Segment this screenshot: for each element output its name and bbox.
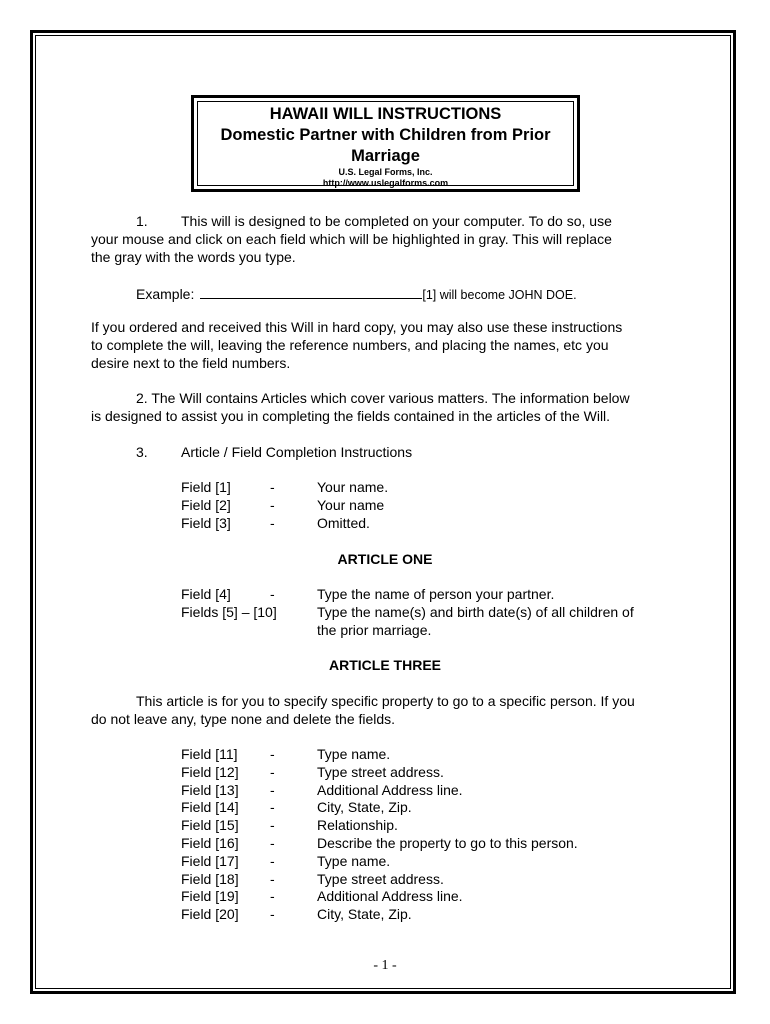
field-label: Field [19]: [181, 888, 239, 905]
field-dash: -: [270, 906, 275, 923]
title-box-inner: [197, 101, 574, 186]
field-dash: -: [270, 479, 275, 495]
field-label: Field [17]: [181, 852, 239, 869]
field-dash: -: [270, 799, 275, 816]
example-suffix: [1] will become JOHN DOE.: [422, 288, 577, 302]
fields-table-intro: [181, 479, 388, 532]
document-title: HAWAII WILL INSTRUCTIONS: [269, 105, 502, 123]
field-description: Type name.: [317, 746, 391, 762]
article-one-row1-desc: Type the name of person your partner.: [317, 586, 555, 602]
field-row: [181, 782, 578, 800]
article-three-intro-line2: do not leave any, type none and delete the fields.: [91, 711, 396, 727]
field-dash: -: [270, 763, 275, 780]
field-dash: -: [270, 852, 275, 869]
document-subtitle-line1: Domestic Partner with Children from Prior: [220, 126, 551, 144]
hardcopy-line2: to complete the will, leaving the reference numbers, and placing the names, etc you: [91, 337, 609, 353]
field-label: Field [3]: [181, 514, 231, 531]
field-dash: -: [270, 870, 275, 887]
field-row: [181, 515, 388, 533]
field-description: Your name: [317, 496, 385, 513]
field-row: [181, 497, 388, 515]
field-description: Omitted.: [317, 514, 370, 531]
field-row: [181, 799, 578, 817]
publisher-name: U.S. Legal Forms, Inc.: [338, 167, 433, 177]
page-number: - 1 -: [373, 958, 397, 973]
para3-text: Article / Field Completion Instructions: [181, 444, 413, 460]
field-row: [181, 746, 578, 764]
field-dash: -: [270, 834, 275, 851]
article-one-heading: ARTICLE ONE: [337, 551, 433, 567]
example-label: Example:: [136, 286, 195, 302]
article-one-row2-field: Fields [5] – [10]: [181, 604, 277, 620]
para1-number: 1.: [136, 213, 148, 229]
publisher-url: http://www.uslegalforms.com: [322, 178, 449, 188]
article-one-row1-field: Field [4]: [181, 586, 231, 602]
field-label: Field [14]: [181, 799, 239, 816]
field-description: Type name.: [317, 852, 391, 869]
para3-number: 3.: [136, 444, 148, 460]
field-dash: -: [270, 781, 275, 798]
field-description: City, State, Zip.: [317, 799, 412, 816]
field-label: Field [15]: [181, 817, 239, 834]
field-label: Field [1]: [181, 479, 231, 495]
fields-table-article-three: [181, 746, 578, 924]
field-row: [181, 853, 578, 871]
field-label: Field [12]: [181, 763, 239, 780]
para1-line1: This will is designed to be completed on your computer. To do so, use: [181, 213, 612, 229]
example-blank: [200, 284, 422, 299]
field-description: City, State, Zip.: [317, 906, 412, 923]
field-label: Field [16]: [181, 834, 239, 851]
field-row: [181, 906, 578, 924]
field-description: Additional Address line.: [317, 781, 463, 798]
field-label: Field [2]: [181, 496, 231, 513]
field-dash: -: [270, 496, 275, 513]
field-description: Type street address.: [317, 763, 444, 780]
document-subtitle-line2: Marriage: [351, 147, 420, 165]
hardcopy-line3: desire next to the field numbers.: [91, 355, 291, 371]
field-row: [181, 871, 578, 889]
field-label: Field [11]: [181, 746, 238, 762]
title-box: [191, 95, 580, 192]
para2-line2: is designed to assist you in completing the fields contained in the articles of the Will.: [91, 408, 611, 424]
field-label: Field [20]: [181, 906, 239, 923]
article-three-heading: ARTICLE THREE: [329, 657, 441, 673]
field-dash: -: [270, 888, 275, 905]
field-row: [181, 479, 388, 497]
example-line: [136, 284, 577, 304]
field-dash: -: [270, 746, 275, 762]
field-description: Additional Address line.: [317, 888, 463, 905]
field-description: Type street address.: [317, 870, 444, 887]
article-one-row1-dash: -: [270, 586, 275, 602]
field-row: [181, 888, 578, 906]
para2-line1: 2. The Will contains Articles which cover various matters. The information below: [136, 390, 630, 406]
field-label: Field [18]: [181, 870, 239, 887]
field-description: Describe the property to go to this person.: [317, 834, 578, 851]
field-row: [181, 817, 578, 835]
field-description: Relationship.: [317, 817, 398, 834]
hardcopy-line1: If you ordered and received this Will in hard copy, you may also use these instructions: [91, 319, 623, 335]
field-label: Field [13]: [181, 781, 239, 798]
field-row: [181, 764, 578, 782]
para1-line3: the gray with the words you type.: [91, 249, 296, 265]
article-one-row2-desc-line2: the prior marriage.: [317, 622, 432, 638]
field-row: [181, 835, 578, 853]
para1-line2: your mouse and click on each field which will be highlighted in gray. This will replace: [91, 231, 612, 247]
article-three-intro-line1: This article is for you to specify specific property to go to a specific person. If you: [136, 693, 635, 709]
field-description: Your name.: [317, 479, 389, 495]
field-dash: -: [270, 817, 275, 834]
article-one-row2-desc-line1: Type the name(s) and birth date(s) of all children of: [317, 604, 634, 620]
field-dash: -: [270, 514, 275, 531]
